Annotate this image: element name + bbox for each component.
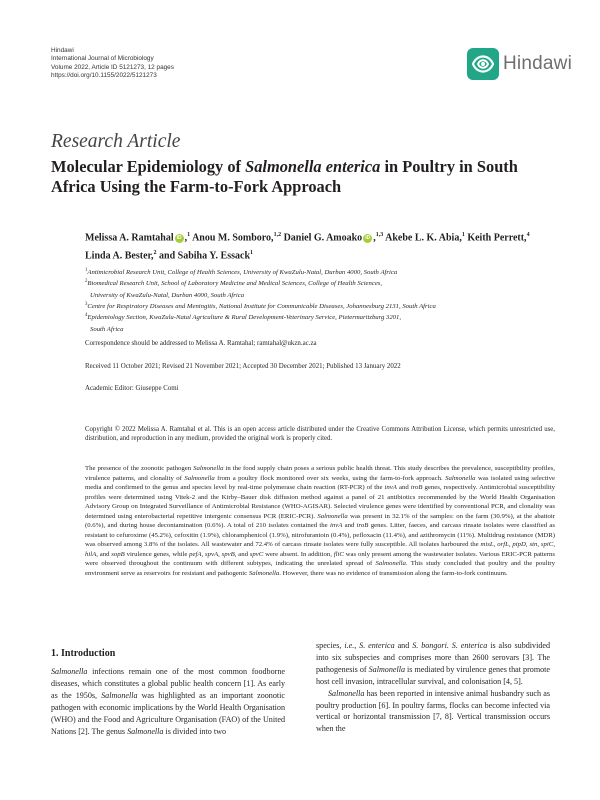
affiliation: $^4$Epidemiology Section, KwaZulu-Natal Agriculture & Rural Development-Veterinary Service, Pietermaritzburg 3201,	[85, 313, 402, 322]
hindawi-logo	[467, 48, 572, 80]
orcid-icon[interactable]: iD	[176, 235, 182, 242]
correspondence: Correspondence should be addressed to Melissa A. Ramtahal; ramtahal@ukzn.ac.za	[85, 340, 317, 347]
article-type: Research Article	[51, 131, 181, 152]
academic-editor: Academic Editor: Giuseppe Comi	[85, 385, 179, 392]
volume-info: Volume 2022, Article ID 5121273, 12 pages	[51, 63, 174, 71]
orcid-icon[interactable]: iD	[365, 235, 371, 242]
affiliation: University of KwaZulu-Natal, Durban 4000, South Africa	[90, 291, 245, 299]
copyright-notice: Copyright © 2022 Melissa A. Ramtahal et al. This is an open access article distributed under the Creative Commons Attribution License, which permits unrestricted use, distribution, and reproduction in any medium, provided the original work is properly cited.	[85, 426, 555, 442]
affiliation: $^1$Antimicrobial Research Unit, College of Health Sciences, University of KwaZulu-Natal, Durban 4000, South Africa	[85, 268, 398, 277]
publication-dates: Received 11 October 2021; Revised 21 November 2021; Accepted 30 December 2021; Published 13 January 2022	[85, 363, 401, 370]
author-name[interactable]: Linda A. Bester,	[85, 250, 154, 262]
body-column-left	[51, 666, 285, 737]
author-name[interactable]: Anou M. Somboro,	[192, 232, 274, 244]
paragraph: species, i.e., S. enterica and S. bongori. S. enterica is also subdivided into six subspecies and comprises more than 2600 serovars [3]. The pathogenesis of Salmonella is mediated by virulence genes that promote host cell invasion, intracellular survival, and colonisation [4, 5].	[316, 641, 551, 686]
body-column-right	[316, 640, 550, 735]
logo-text: Hindawi	[503, 53, 572, 74]
publisher-name: Hindawi	[51, 47, 74, 54]
author-name[interactable]: Daniel G. Amoako	[283, 232, 363, 244]
author-name[interactable]: Melissa A. Ramtahal	[85, 232, 174, 244]
author-list: Melissa A. Ramtahal iD ,$^1$ Anou M. Somboro,$^{1,2}$ Daniel G. Amoako iD ,$^{1,3}$ Akebe L. K. Abia,$^1$ Keith Perrett,$^4$ Linda A. Bester,$^2$ and Sabiha Y. Essack$^1$	[85, 232, 530, 262]
author-name[interactable]: Keith Perrett,	[467, 232, 527, 244]
hindawi-logo-icon	[467, 48, 499, 80]
author-name[interactable]: Akebe L. K. Abia,	[385, 232, 462, 244]
affiliation: $^3$Centre for Respiratory Diseases and Meningitis, National Institute for Communicable Diseases, Johannesburg 2131, South Africa	[85, 301, 436, 311]
affiliation: South Africa	[90, 325, 124, 333]
affiliation: $^2$Biomedical Research Unit, School of Laboratory Medicine and Medical Sciences, College of Health Sciences,	[85, 279, 383, 288]
article-title: Molecular Epidemiology of Salmonella enterica in Poultry in South Africa Using the Farm-to-Fork Approach	[51, 157, 518, 196]
section-heading: 1. Introduction	[51, 648, 116, 659]
journal-meta	[51, 47, 174, 80]
journal-name: International Journal of Microbiology	[51, 55, 154, 63]
author-name[interactable]: and Sabiha Y. Essack	[159, 250, 251, 262]
affiliations	[85, 266, 555, 334]
doi-link[interactable]: https://doi.org/10.1155/2022/5121273	[51, 71, 157, 79]
paragraph: Salmonella has been reported in intensive animal husbandry such as poultry production [6]. In poultry farms, flocks can become infected via vertical or horizontal transmission [7, 8]. Vertical transmission occurs when the	[316, 688, 550, 734]
paragraph: Salmonella infections remain one of the most common foodborne diseases, which constitutes a global public health concern [1]. As early as the 1950s, Salmonella was highlighted as an important zoonotic pathogen with economic implications by the World Health Organisation (WHO) and the Food and Agriculture Organisation (FAO) of the United Nations [2]. The genus Salmonella is divided into two	[51, 667, 285, 736]
abstract: The presence of the zoonotic pathogen Salmonella in the food supply chain poses a serious public health threat. This study describes the prevalence, susceptibility profiles, virulence patterns, and clonality of Salmonella from a poultry flock monitored over six weeks, using the farm-to-fork approach. Salmonella was isolated using selective media and confirmed to the genus and species level by real-time polymerase chain reaction (RT-PCR) of the invA and iroB genes, respectively. Antimicrobial susceptibility profiles were determined using Vitek-2 and the Kirby–Bauer disk diffusion method against a panel of 21 antibiotics recommended by the World Health Organisation Advisory Group on Integrated Surveillance of Antimicrobial Resistance (WHO-AGISAR). Selected virulence genes were identified by conventional PCR, and clonality was determined using enterobacterial repetitive intergenic consensus PCR (ERIC-PCR). Salmonella was present in 32.1% of the samples: on the farm (30.9%), at the abattoir (0.6%), and during house decontamination (0.6%). A total of 210 isolates contained the invA and iroB genes. Litter, faeces, and carcass rinsate isolates were classified as resistant to cefuroxime (45.2%), cefoxitin (1.9%), chloramphenicol (1.9%), nitrofurantoin (0.4%), pefloxacin (11.4%), and azithromycin (11%). Multidrug resistance (MDR) was observed among 3.8% of the isolates. All wastewater and 72.4% of carcass rinsate isolates were fully susceptible. All isolates harboured the misL, orfL, pipD, stn, spiC, hilA, and sopB virulence genes, while pefA, spvA, spvB, and spvC were absent. In addition, fliC was only present among the wastewater isolates. Various ERIC-PCR patterns were observed throughout the continuum with different subtypes, indicating the unrelated spread of Salmonella. This study concluded that poultry and the poultry environment serve as reservoirs for resistant and pathogenic Salmonella. However, there was no evidence of transmission along the farm-to-fork continuum.	[85, 465, 556, 578]
